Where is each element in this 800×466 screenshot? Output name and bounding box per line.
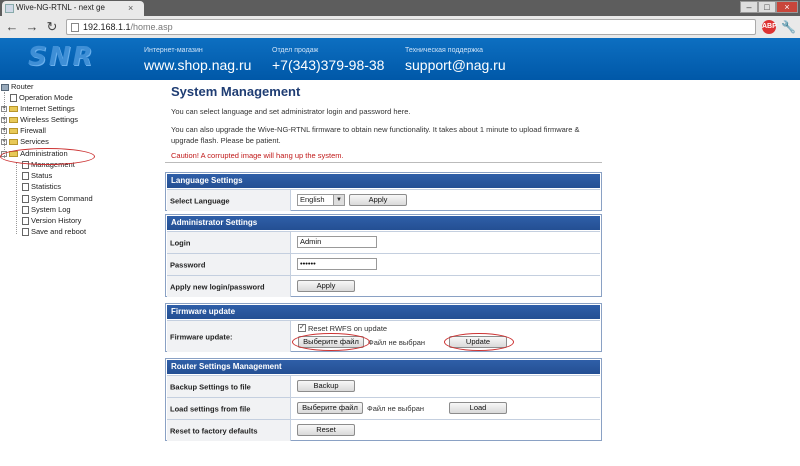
row-label: [167, 276, 291, 297]
folder-icon: [9, 117, 18, 123]
sidebar-item-label: Firewall: [20, 126, 46, 135]
firmware-choose-file-button[interactable]: Выберите файл: [298, 336, 364, 348]
section-header: Language Settings: [167, 174, 600, 188]
password-label: Password: [170, 260, 206, 269]
backup-label: Backup Settings to file: [170, 382, 251, 391]
sidebar-item-label: Operation Mode: [19, 93, 73, 102]
sidebar-item-label: Statistics: [31, 182, 62, 191]
page-icon: [22, 228, 29, 236]
reset-label: Reset to factory defaults: [170, 426, 258, 435]
apply-login-row: [167, 275, 600, 297]
tree-root-label: Router: [11, 82, 34, 91]
page-icon: [22, 206, 29, 214]
sidebar-item-label: Save and reboot: [31, 227, 87, 236]
sidebar-item-label: System Log: [31, 205, 71, 214]
highlight-ellipse: [0, 148, 95, 165]
page-icon: [22, 172, 29, 180]
back-arrow-icon[interactable]: ←: [5, 19, 19, 34]
sidebar-item-system-command[interactable]: [22, 194, 93, 203]
section-header: Firmware update: [167, 305, 600, 319]
firmware-update-button[interactable]: Update: [449, 336, 507, 348]
page-title: System Management: [171, 84, 301, 99]
forward-arrow-icon[interactable]: →: [25, 19, 39, 34]
sidebar-item-label: Wireless Settings: [20, 115, 79, 124]
settings-choose-file-button[interactable]: Выберите файл: [297, 402, 363, 414]
caution-text: Caution! A corrupted image will hang up the system.: [171, 151, 344, 160]
firmware-update-label: Firmware update:: [170, 332, 233, 341]
sidebar-item-label: System Command: [31, 194, 93, 203]
page-icon: [22, 195, 29, 203]
page-icon: [10, 94, 17, 102]
row-label: [167, 254, 291, 275]
admin-apply-button[interactable]: Apply: [297, 280, 355, 292]
select-language-label: Select Language: [170, 196, 230, 205]
support-label: Техническая поддержка: [405, 47, 484, 54]
main-content: [165, 82, 605, 466]
browser-tab[interactable]: [2, 1, 144, 16]
expand-icon[interactable]: +: [2, 139, 6, 146]
shop-label: Интернет-магазин: [144, 47, 203, 54]
sidebar-item-label: Version History: [31, 216, 82, 225]
sidebar-item-wireless-settings[interactable]: [1, 115, 78, 124]
close-window-button[interactable]: ×: [776, 1, 798, 13]
firmware-update-section: [165, 303, 602, 352]
language-selected-value: English: [300, 195, 325, 204]
administrator-settings-section: [165, 214, 602, 297]
router-icon: [1, 84, 9, 91]
dropdown-arrow-icon[interactable]: ▼: [333, 195, 344, 205]
sidebar-item-internet-settings[interactable]: [1, 104, 75, 113]
folder-icon: [9, 128, 18, 134]
reload-icon[interactable]: ↻: [46, 19, 58, 34]
browser-toolbar: [0, 16, 800, 39]
sidebar-item-label: Status: [31, 171, 53, 180]
tree-connector: [16, 162, 17, 234]
extension-icon[interactable]: ABP: [762, 20, 776, 34]
row-label: [167, 232, 291, 253]
router-settings-management-section: [165, 358, 602, 441]
sales-label: Отдел продаж: [272, 47, 319, 54]
sales-phone: +7(343)379-98-38: [272, 57, 385, 73]
address-bar[interactable]: [66, 19, 756, 35]
sidebar-item-status[interactable]: [22, 171, 52, 180]
tab-close-icon[interactable]: ×: [128, 3, 134, 13]
expand-icon[interactable]: +: [2, 106, 6, 113]
url-text: [83, 22, 173, 32]
url-path: /home.asp: [130, 22, 173, 32]
collapse-icon[interactable]: −: [2, 151, 6, 158]
highlight-ellipse: [444, 333, 514, 351]
page-icon: [71, 23, 79, 32]
expand-icon[interactable]: +: [2, 117, 6, 124]
highlight-ellipse: [292, 333, 370, 351]
row-label: [167, 190, 291, 211]
divider: [165, 162, 602, 163]
minimize-window-button[interactable]: –: [740, 1, 758, 13]
folder-icon: [9, 139, 18, 145]
language-settings-section: [165, 172, 602, 211]
reset-rwfs-checkbox[interactable]: ✓: [299, 324, 305, 331]
firmware-no-file-text: Файл не выбран: [368, 338, 426, 347]
sidebar-tree: [0, 82, 150, 466]
shop-url[interactable]: www.shop.nag.ru: [144, 57, 252, 73]
sidebar-item-label: Services: [20, 137, 49, 146]
login-row: [167, 231, 600, 253]
sidebar-item-system-log[interactable]: [22, 205, 71, 214]
load-button[interactable]: Load: [449, 402, 507, 414]
section-header: Administrator Settings: [167, 216, 600, 230]
sidebar-item-services[interactable]: [1, 137, 49, 146]
load-settings-label: Load settings from file: [170, 404, 251, 413]
sidebar-item-label: Administration: [20, 149, 68, 158]
row-label: [167, 376, 291, 397]
browser-titlebar: [0, 0, 800, 16]
page-icon: [22, 183, 29, 191]
reset-button[interactable]: Reset: [297, 424, 355, 436]
sidebar-item-label: Management: [31, 160, 75, 169]
expand-icon[interactable]: +: [2, 128, 6, 135]
reset-rwfs-label: Reset RWFS on update: [308, 324, 388, 333]
reset-row: [167, 419, 600, 441]
load-settings-row: [167, 397, 600, 419]
backup-row: [167, 375, 600, 397]
url-host: 192.168.1.1: [83, 22, 131, 32]
backup-button[interactable]: Backup: [297, 380, 355, 392]
page-icon: [22, 217, 29, 225]
description-firmware: You can also upgrade the Wive-NG-RTNL firmware to obtain new functionality. It takes about 1 minute to upload firmware & upgrade flash. Please be patient.: [171, 125, 580, 145]
row-label: [167, 321, 291, 352]
snr-logo: SNR: [28, 42, 95, 72]
firmware-row: [167, 320, 600, 352]
language-select[interactable]: [297, 194, 345, 206]
tree-root-router[interactable]: [1, 82, 34, 91]
wrench-menu-icon[interactable]: 🔧: [781, 20, 796, 34]
apply-login-label: Apply new login/password: [170, 282, 265, 291]
sidebar-item-operation-mode[interactable]: [10, 93, 73, 102]
language-apply-button[interactable]: Apply: [349, 194, 407, 206]
sidebar-item-save-and-reboot[interactable]: [22, 227, 86, 236]
sidebar-item-statistics[interactable]: [22, 182, 61, 191]
row-label: [167, 420, 291, 441]
password-input[interactable]: ••••••: [297, 258, 377, 270]
folder-icon: [9, 106, 18, 112]
row-label: [167, 398, 291, 419]
login-label: Login: [170, 238, 191, 247]
maximize-window-button[interactable]: □: [758, 1, 776, 13]
support-email[interactable]: support@nag.ru: [405, 57, 506, 73]
language-row: [167, 189, 600, 211]
sidebar-item-firewall[interactable]: [1, 126, 46, 135]
tab-title: Wive-NG-RTNL - next ge: [16, 3, 105, 12]
page-favicon-icon: [5, 4, 14, 13]
sidebar-item-version-history[interactable]: [22, 216, 81, 225]
password-row: [167, 253, 600, 275]
login-input[interactable]: Admin: [297, 236, 377, 248]
sidebar-item-label: Internet Settings: [20, 104, 75, 113]
site-header: [0, 38, 800, 80]
description-language: You can select language and set administrator login and password here.: [171, 107, 411, 116]
settings-no-file-text: Файл не выбран: [367, 404, 425, 413]
section-header: Router Settings Management: [167, 360, 600, 374]
